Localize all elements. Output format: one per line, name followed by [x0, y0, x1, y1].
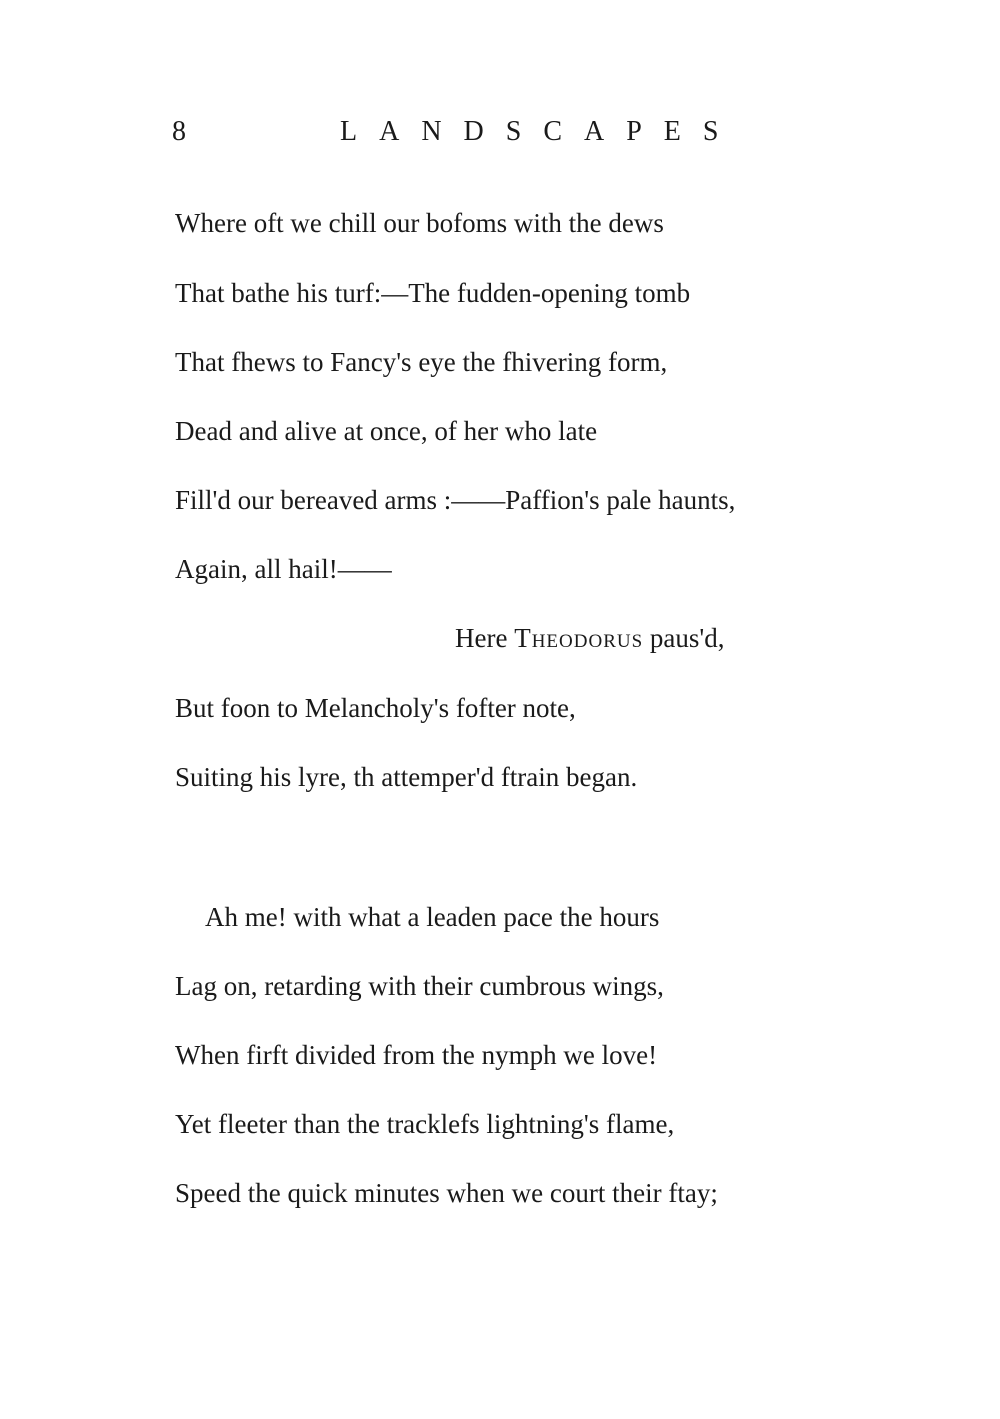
- poem-line: Yet fleeter than the tracklefs lightning's flame,: [175, 1109, 675, 1139]
- page-header: [0, 110, 1000, 154]
- speaker-cue-suffix: paus'd,: [643, 623, 725, 653]
- poem-line: That fhews to Fancy's eye the fhivering form,: [175, 347, 668, 377]
- poem-line: When firft divided from the nymph we love!: [175, 1040, 658, 1070]
- poem-line: Speed the quick minutes when we court their ftay;: [175, 1178, 718, 1208]
- poem-line: Where oft we chill our bofoms with the dews: [175, 208, 664, 238]
- poem-line: Lag on, retarding with their cumbrous wings,: [175, 971, 664, 1001]
- page-number: 8: [172, 116, 186, 147]
- running-title: LANDSCAPES: [340, 116, 741, 147]
- speaker-name: Theodorus: [514, 623, 644, 653]
- poem-line: Fill'd our bereaved arms :——Paffion's pale haunts,: [175, 485, 736, 515]
- poem-line: Ah me! with what a leaden pace the hours: [205, 902, 660, 932]
- poem-line: But foon to Melancholy's fofter note,: [175, 693, 576, 723]
- speaker-cue-prefix: Here: [455, 623, 515, 653]
- poem-line: Again, all hail!——: [175, 554, 392, 584]
- speaker-cue: [455, 618, 725, 658]
- poem-line: Suiting his lyre, th attemper'd ftrain began.: [175, 762, 638, 792]
- poem-line: Dead and alive at once, of her who late: [175, 416, 598, 446]
- poem-line: That bathe his turf:—The fudden-opening tomb: [175, 278, 691, 308]
